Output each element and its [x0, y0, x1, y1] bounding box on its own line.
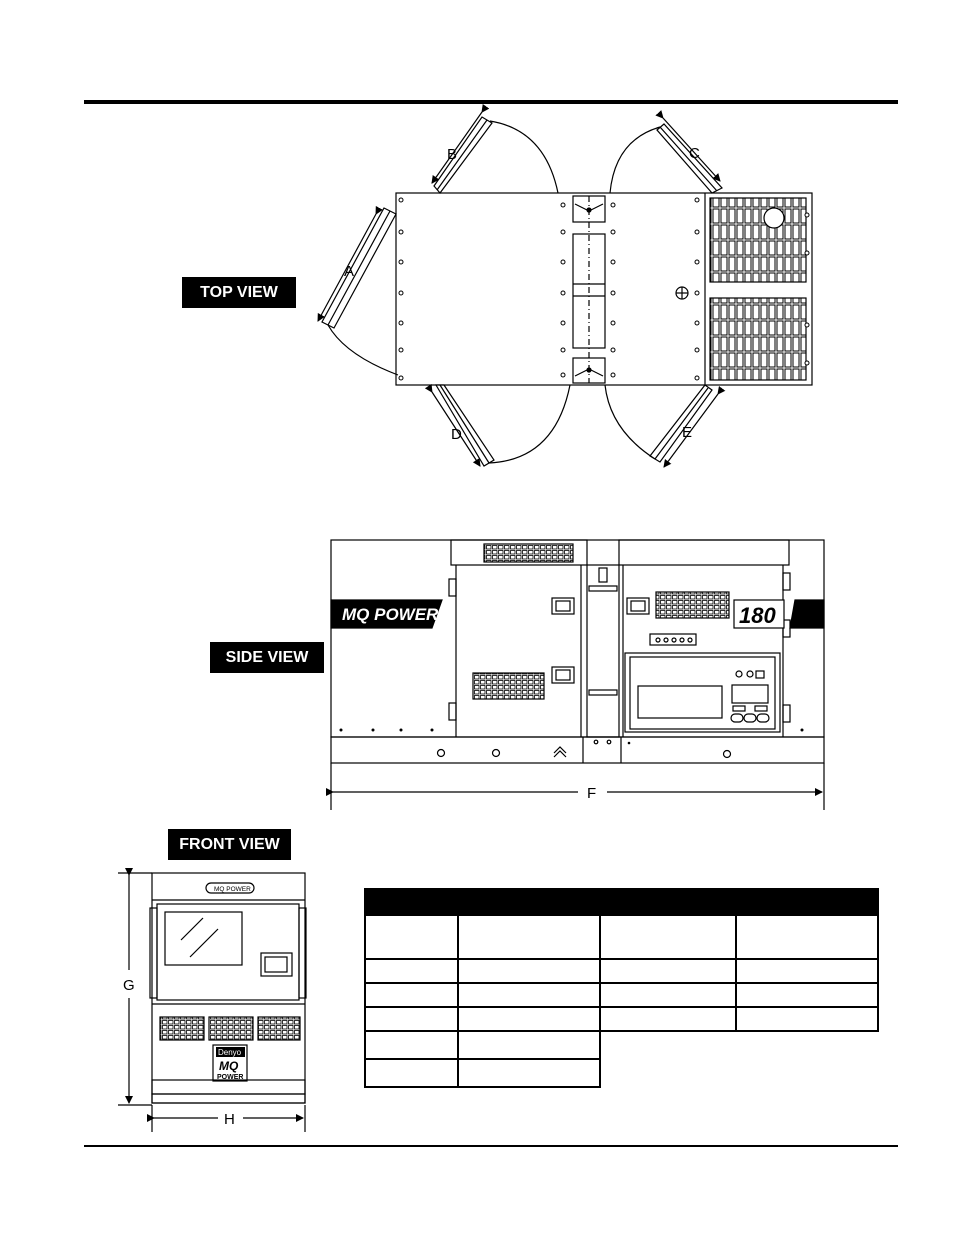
- dim-d-letter: D: [451, 426, 462, 443]
- table-cell: [737, 960, 879, 984]
- table-cell: [364, 960, 459, 984]
- table-cell: [364, 916, 459, 960]
- table-header-bar: [364, 888, 879, 916]
- dim-f-letter: F: [587, 785, 597, 802]
- table-cell: [601, 916, 737, 960]
- table-cell: [459, 1032, 601, 1060]
- front-view-label: FRONT VIEW: [168, 829, 291, 860]
- table-cell: [737, 1008, 879, 1032]
- side-model-number: 180: [739, 603, 776, 628]
- table-cell: [737, 916, 879, 960]
- front-logo-denyo: Denyo: [218, 1048, 242, 1057]
- table-cell: [459, 1060, 601, 1088]
- side-view-label: SIDE VIEW: [210, 642, 324, 673]
- dim-e-letter: E: [682, 424, 693, 441]
- dim-g-letter: G: [123, 977, 135, 994]
- dim-b-letter: B: [447, 146, 458, 163]
- front-logo-power: POWER: [217, 1074, 244, 1081]
- table-cell: [601, 1008, 737, 1032]
- front-logo-mq: MQ: [219, 1059, 239, 1073]
- dim-h-letter: H: [224, 1111, 235, 1128]
- table-cell: [364, 1008, 459, 1032]
- table-cell: [459, 916, 601, 960]
- table-cell: [737, 984, 879, 1008]
- table-cell: [364, 1060, 459, 1088]
- top-view-drawing: [318, 112, 812, 467]
- side-view-drawing: [331, 540, 824, 810]
- table-cell: [364, 1032, 459, 1060]
- top-view-label: TOP VIEW: [182, 277, 296, 308]
- dim-c-letter: C: [689, 145, 700, 162]
- table-cell: [364, 984, 459, 1008]
- table-cell: [459, 960, 601, 984]
- table-cell: [459, 984, 601, 1008]
- front-view-drawing: [118, 873, 306, 1132]
- side-brand-logo: MQ POWER: [342, 605, 439, 624]
- table-cell: [459, 1008, 601, 1032]
- dim-a-letter: A: [344, 263, 355, 280]
- front-badge-text: MQ POWER: [214, 886, 251, 893]
- table-cell: [601, 984, 737, 1008]
- table-cell: [601, 960, 737, 984]
